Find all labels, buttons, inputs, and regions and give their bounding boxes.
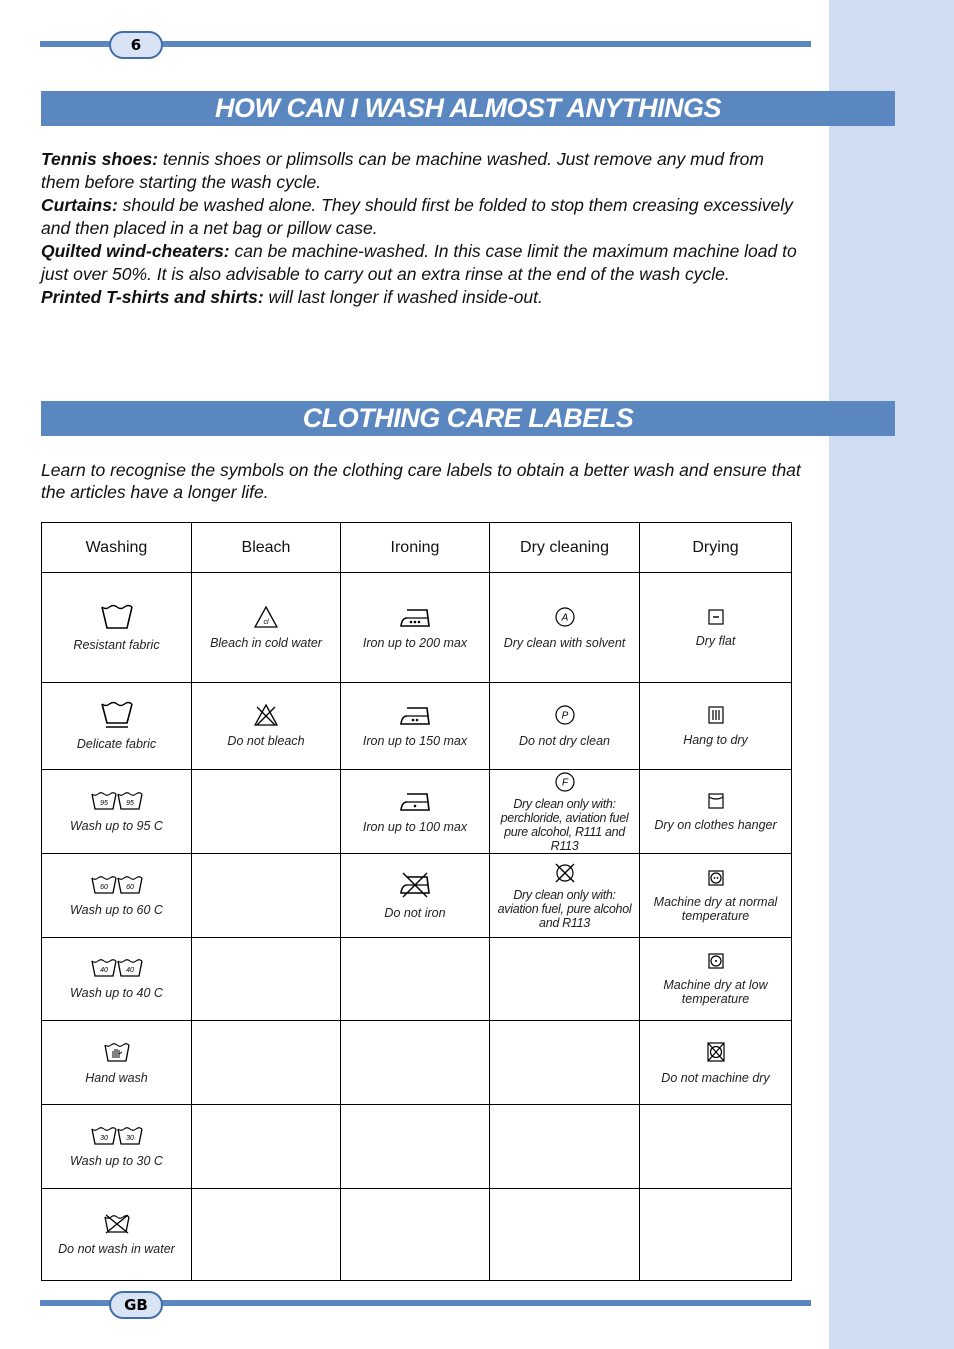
table-cell — [341, 1189, 490, 1281]
care-label-caption: Hand wash — [85, 1070, 148, 1085]
care-labels-intro: Learn to recognise the symbols on the clothing care labels to obtain a better wash and ensure that the articles have a longer life. — [41, 460, 801, 502]
tip-curtains — [41, 194, 801, 240]
svg-text:60: 60 — [125, 883, 134, 891]
table-cell — [490, 573, 640, 683]
table-row — [42, 683, 792, 770]
care-label-caption: Wash up to 95 C — [70, 818, 163, 833]
care-label-caption: Do not machine dry — [661, 1070, 770, 1085]
care-label-caption: Do not bleach — [227, 734, 305, 748]
tumble-dry-low-icon — [707, 952, 725, 970]
table-cell — [640, 573, 792, 683]
table-cell — [341, 938, 490, 1021]
care-label-caption: Wash up to 40 C — [70, 986, 163, 1000]
table-cell — [490, 938, 640, 1021]
svg-text:40: 40 — [99, 967, 108, 974]
header-ironing: Ironing — [341, 523, 490, 573]
table-cell — [341, 1105, 490, 1189]
hand-wash-icon — [104, 1041, 130, 1063]
care-label-caption: Dry clean only with: perchloride, aviation fuel pure alcohol, R111 and R113 — [500, 796, 629, 853]
table-cell — [490, 683, 640, 770]
dry-clean-crossed-icon — [554, 862, 576, 884]
table-cell — [490, 1189, 640, 1281]
svg-text:40: 40 — [125, 967, 134, 974]
care-label-caption: Iron up to 200 max — [362, 635, 468, 650]
table-row — [42, 1105, 792, 1189]
care-label-caption: Dry clean with solvent — [503, 635, 626, 650]
table-cell — [42, 1189, 192, 1281]
table-cell — [42, 573, 192, 683]
page-number-badge: 6 — [109, 31, 163, 59]
table-cell — [42, 938, 192, 1021]
dry-flat-icon — [707, 608, 725, 626]
tip-tennis-shoes — [41, 148, 801, 194]
tip-tshirts — [41, 286, 801, 309]
bleach-triangle-icon — [254, 606, 278, 628]
table-cell — [192, 1189, 341, 1281]
tip-text: can be machine-washed. In this case limit the maximum machine load to just over 50%. It is also advisable to carry out an extra rinse at the end of the wash cycle. — [41, 241, 797, 284]
iron-one-dot-icon — [399, 790, 431, 812]
language-badge: GB — [109, 1291, 163, 1319]
care-labels-table — [41, 522, 792, 1281]
svg-text:A: A — [561, 612, 568, 623]
table-cell — [42, 683, 192, 770]
svg-text:30: 30 — [125, 1134, 134, 1142]
tumble-dry-normal-icon — [707, 869, 725, 887]
care-label-caption: Machine dry at low temperature — [663, 978, 768, 1006]
tip-text: should be washed alone. They should first be folded to stop them creasing excessively and then placed in a net bag or pillow case. — [41, 195, 793, 238]
table-cell — [640, 854, 792, 938]
care-label-caption: Dry flat — [695, 633, 736, 648]
header-dry-cleaning: Dry cleaning — [490, 523, 640, 573]
care-label-caption: Delicate fabric — [76, 737, 157, 751]
table-cell — [42, 1105, 192, 1189]
do-not-tumble-dry-icon — [706, 1041, 726, 1063]
care-label-caption: Do not wash in water — [58, 1241, 175, 1256]
table-cell — [490, 1105, 640, 1189]
side-margin-band — [829, 0, 954, 1349]
tip-text: tennis shoes or plimsolls can be machine washed. Just remove any mud from them before starting the wash cycle. — [41, 149, 764, 192]
care-label-caption: Machine dry at normal temperature — [653, 894, 778, 923]
header-washing: Washing — [42, 523, 192, 573]
dry-on-hanger-icon — [707, 792, 725, 810]
do-not-wash-icon — [104, 1214, 130, 1234]
tip-text: will last longer if washed inside-out. — [263, 287, 543, 307]
care-label-caption: Resistant fabric — [73, 637, 160, 652]
dry-clean-a-icon — [554, 606, 576, 628]
section-title-care-labels: CLOTHING CARE LABELS — [41, 401, 895, 436]
table-cell — [192, 1021, 341, 1105]
tip-term: Curtains: — [41, 195, 118, 215]
washtub-40-icon — [91, 958, 143, 978]
washtub-30-icon — [91, 1126, 143, 1146]
svg-text:30: 30 — [99, 1134, 108, 1142]
table-row — [42, 1189, 792, 1281]
dry-clean-f-icon — [554, 771, 576, 793]
table-cell — [341, 1021, 490, 1105]
svg-text:95: 95 — [125, 799, 134, 807]
table-cell — [341, 573, 490, 683]
washtub-delicate-icon — [101, 701, 133, 729]
care-label-caption: Iron up to 100 max — [362, 819, 468, 834]
table-cell — [490, 770, 640, 854]
table-row — [42, 1021, 792, 1105]
svg-text:60: 60 — [99, 883, 108, 891]
tip-term: Tennis shoes: — [41, 149, 159, 169]
dry-clean-p-icon — [554, 704, 576, 726]
section-title-washing: HOW CAN I WASH ALMOST ANYTHINGS — [41, 91, 895, 126]
table-cell — [42, 854, 192, 938]
table-cell — [640, 938, 792, 1021]
tip-term: Quilted wind-cheaters: — [41, 241, 230, 261]
table-cell — [192, 854, 341, 938]
table-row — [42, 854, 792, 938]
care-label-caption: Dry clean only with: aviation fuel, pure alcohol and R113 — [497, 887, 632, 930]
do-not-iron-icon — [399, 872, 431, 898]
table-cell — [640, 1105, 792, 1189]
tip-wind-cheaters — [41, 240, 801, 286]
table-cell — [490, 1021, 640, 1105]
table-cell — [192, 683, 341, 770]
table-cell — [490, 854, 640, 938]
care-label-caption: Iron up to 150 max — [362, 734, 468, 748]
table-cell — [341, 770, 490, 854]
care-label-caption: Do not dry clean — [518, 734, 611, 748]
table-cell — [341, 683, 490, 770]
table-cell — [42, 770, 192, 854]
table-cell — [640, 1021, 792, 1105]
table-cell — [640, 770, 792, 854]
header-bleach: Bleach — [192, 523, 341, 573]
tip-term: Printed T-shirts and shirts: — [41, 287, 264, 307]
care-label-caption: Dry on clothes hanger — [654, 817, 777, 832]
table-cell — [640, 683, 792, 770]
care-label-caption: Bleach in cold water — [210, 635, 322, 650]
svg-text:P: P — [561, 710, 568, 722]
table-cell — [192, 770, 341, 854]
table-cell — [192, 573, 341, 683]
table-row — [42, 938, 792, 1021]
hang-to-dry-icon — [707, 705, 725, 725]
header-drying: Drying — [640, 523, 792, 573]
washing-tips — [41, 148, 801, 309]
washtub-icon — [101, 604, 133, 630]
care-label-caption: Wash up to 60 C — [70, 902, 163, 917]
care-label-caption: Hang to dry — [683, 733, 748, 747]
iron-three-dots-icon — [399, 606, 431, 628]
iron-two-dots-icon — [399, 704, 431, 726]
svg-text:cl: cl — [263, 618, 269, 626]
washtub-95-icon — [91, 791, 143, 811]
table-row — [42, 573, 792, 683]
do-not-bleach-icon — [253, 704, 279, 726]
table-cell — [341, 854, 490, 938]
care-label-caption: Do not iron — [384, 905, 446, 920]
table-cell — [192, 1105, 341, 1189]
table-header-row — [42, 523, 792, 573]
table-cell — [640, 1189, 792, 1281]
svg-text:F: F — [561, 777, 568, 788]
care-label-caption: Wash up to 30 C — [70, 1153, 163, 1168]
table-row — [42, 770, 792, 854]
table-cell — [42, 1021, 192, 1105]
table-cell — [192, 938, 341, 1021]
svg-text:95: 95 — [99, 799, 108, 807]
washtub-60-icon — [91, 875, 143, 895]
